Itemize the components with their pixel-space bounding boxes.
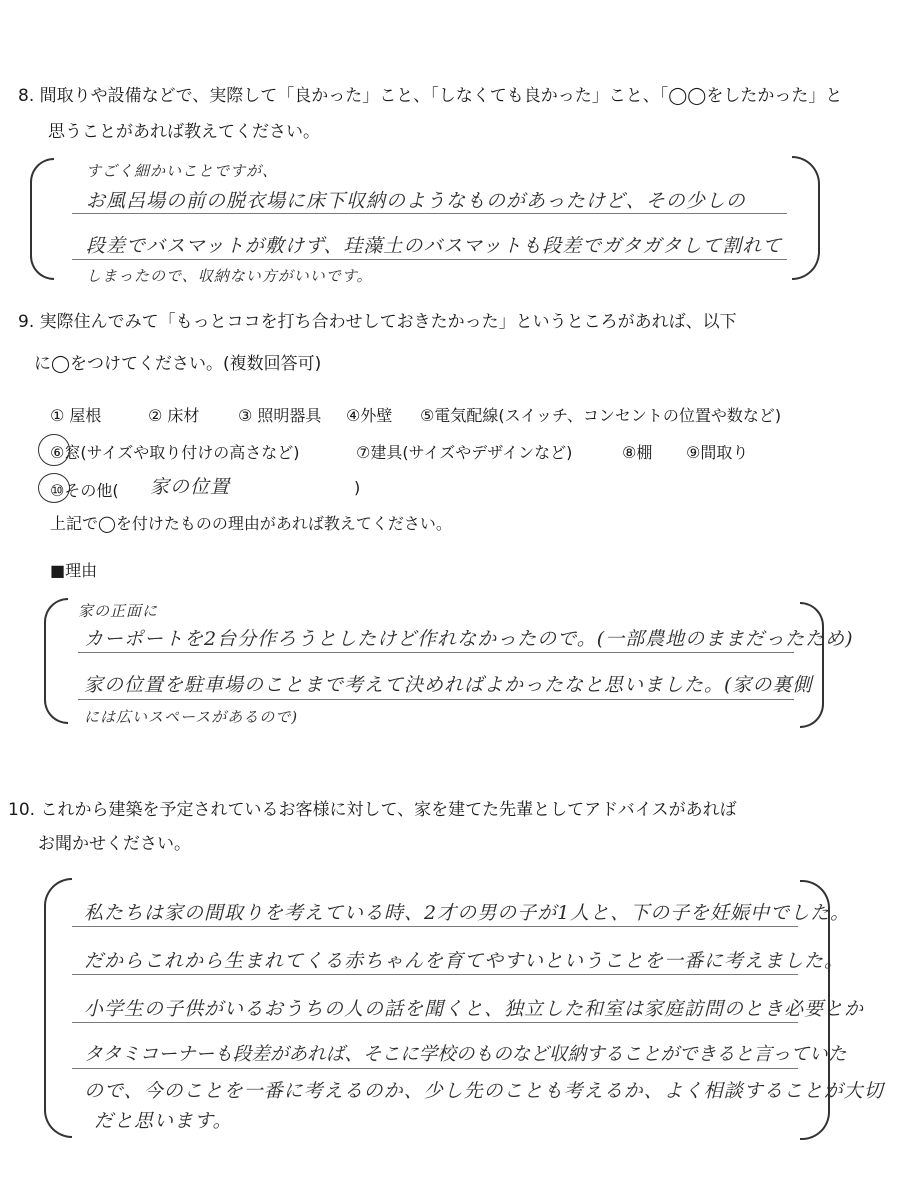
q10-question-line1: 10. これから建築を予定されているお客様に対して、家を建てた先輩としてアドバイスがあれば <box>8 800 737 820</box>
q9-question-line1: 9. 実際住んでみて「もっとココを打ち合わせしておきたかった」というところがあれば、以下 <box>18 312 737 332</box>
q8-answer-line4: しまったので、収納ない方がいいです。 <box>86 267 373 285</box>
q10-answer-line1: 私たちは家の間取りを考えている時、2才の男の子が1人と、下の子を妊娠中でした。 <box>84 902 851 924</box>
q9-reason-line2: カーポートを2台分作ろうとしたけど作れなかったので。(一部農地のままだったため) <box>84 628 854 650</box>
q9-reason-line1: 家の正面に <box>78 602 159 620</box>
q8-question-line2: 思うことがあれば教えてください。 <box>48 122 320 142</box>
q8-answer-line2: お風呂場の前の脱衣場に床下収納のようなものがあったけど、その少しの <box>86 190 746 212</box>
q9-rule-1 <box>78 652 794 653</box>
q10-rule-3 <box>72 1022 798 1023</box>
q9-option-wiring: ⑤電気配線(スイッチ、コンセントの位置や数など) <box>420 406 782 425</box>
q9-reason-line3: 家の位置を駐車場のことまで考えて決めればよかったなと思いました。(家の裏側 <box>84 674 813 696</box>
q9-option-floor: ② 床材 <box>148 406 200 425</box>
q10-bracket-left <box>44 878 72 1138</box>
q9-option-other-close: ) <box>354 478 361 497</box>
q9-reason-bracket-right <box>800 602 824 728</box>
q10-rule-4 <box>72 1068 798 1069</box>
q10-answer-line3: 小学生の子供がいるおうちの人の話を聞くと、独立した和室は家庭訪問のとき必要とか <box>84 998 865 1020</box>
q10-answer-line2: だからこれから生まれてくる赤ちゃんを育てやすいということを一番に考えました。 <box>84 950 845 972</box>
q8-question-line1: 8. 間取りや設備などで、実際して「良かった」こと、「しなくても良かった」こと、「◯◯をしたかった」と <box>18 86 843 106</box>
q9-option-shelf: ⑧棚 <box>622 443 653 462</box>
q8-bracket-right <box>792 156 820 280</box>
q9-option-exterior-wall: ④外壁 <box>346 406 393 425</box>
q10-question-line2: お聞かせください。 <box>38 834 191 854</box>
q9-option-layout: ⑨間取り <box>686 443 749 462</box>
q9-question-line2: に◯をつけてください。(複数回答可) <box>34 354 322 374</box>
q8-bracket-left <box>30 158 54 280</box>
q8-rule-1 <box>72 213 787 214</box>
q10-answer-line4: タタミコーナーも段差があれば、そこに学校のものなど収納することができると言っていた <box>84 1044 847 1065</box>
q9-reason-prompt: 上記で◯を付けたものの理由があれば教えてください。 <box>50 514 452 533</box>
q8-answer-line3: 段差でバスマットが敷けず、珪藻土のバスマットも段差でガタガタして割れて <box>86 235 783 257</box>
q9-rule-2 <box>78 699 794 700</box>
q8-answer-line1: すごく細かいことですが、 <box>86 162 279 180</box>
q10-rule-1 <box>72 926 798 927</box>
q9-reason-line4: には広いスペースがあるので) <box>84 708 299 726</box>
q9-option-window: ⑥窓(サイズや取り付けの高さなど) <box>50 443 300 462</box>
q9-option-fittings: ⑦建具(サイズやデザインなど) <box>356 443 573 462</box>
q10-answer-line6: だと思います。 <box>94 1110 233 1132</box>
q9-option-lighting: ③ 照明器具 <box>238 406 322 425</box>
q10-answer-line5: ので、今のことを一番に考えるのか、少し先のことも考えるか、よく相談することが大切 <box>84 1080 884 1102</box>
q9-option-other-answer: 家の位置 <box>150 476 231 498</box>
q9-reason-heading: ■理由 <box>50 561 98 580</box>
q8-rule-2 <box>72 259 787 260</box>
q9-option-other-label: ⑩その他( <box>50 481 119 500</box>
q9-reason-bracket-left <box>44 598 68 724</box>
q10-rule-2 <box>72 974 798 975</box>
q9-option-roof: ① 屋根 <box>50 406 102 425</box>
